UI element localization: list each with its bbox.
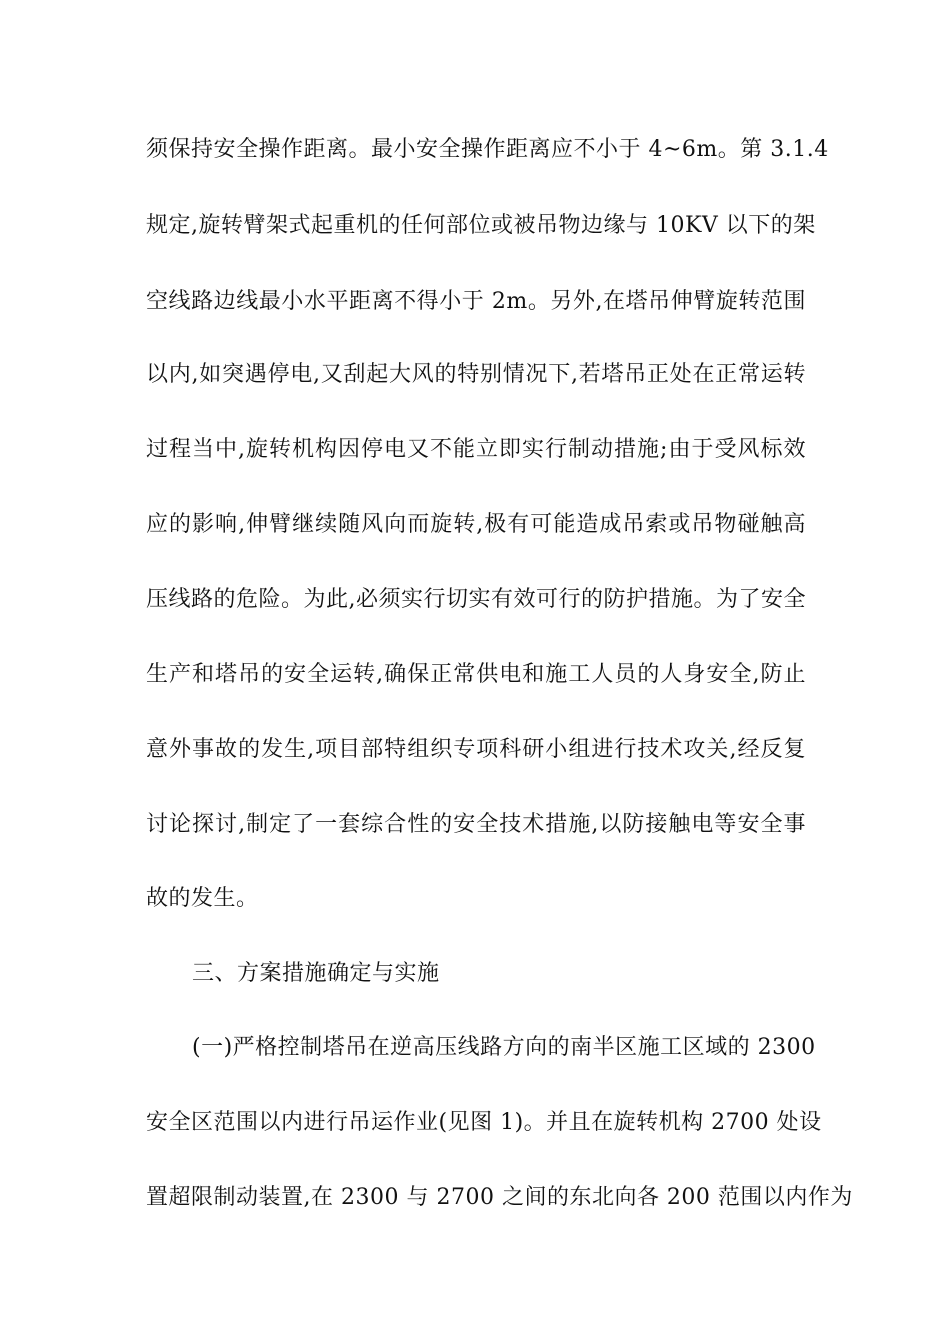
paragraph-line-5: 过程当中,旋转机构因停电又不能立即实行制动措施;由于受风标效 [146,437,806,462]
section-line-2: 安全区范围以内进行吊运作业(见图 1)。并且在旋转机构 2700 处设 [146,1110,822,1135]
paragraph-line-2: 规定,旋转臂架式起重机的任何部位或被吊物边缘与 10KV 以下的架 [146,213,816,238]
paragraph-line-6: 应的影响,伸臂继续随风向而旋转,极有可能造成吊索或吊物碰触高 [146,512,806,537]
section-line-3: 置超限制动装置,在 2300 与 2700 之间的东北向各 200 范围以内作为 [146,1185,853,1210]
section-line-1: (一)严格控制塔吊在逆高压线路方向的南半区施工区域的 2300 [192,1035,816,1060]
paragraph-line-9: 意外事故的发生,项目部特组织专项科研小组进行技术攻关,经反复 [146,737,806,762]
paragraph-line-8: 生产和塔吊的安全运转,确保正常供电和施工人员的人身安全,防止 [146,662,806,687]
paragraph-line-4: 以内,如突遇停电,又刮起大风的特别情况下,若塔吊正处在正常运转 [146,362,806,387]
paragraph-line-1: 须保持安全操作距离。最小安全操作距离应不小于 4~6m。第 3.1.4 [146,137,829,162]
paragraph-line-10: 讨论探讨,制定了一套综合性的安全技术措施,以防接触电等安全事 [146,812,806,837]
paragraph-line-7: 压线路的危险。为此,必须实行切实有效可行的防护措施。为了安全 [146,587,806,612]
paragraph-line-3: 空线路边线最小水平距离不得小于 2m。另外,在塔吊伸臂旋转范围 [146,289,806,314]
paragraph-line-11: 故的发生。 [146,886,259,911]
section-heading: 三、方案措施确定与实施 [192,961,440,986]
